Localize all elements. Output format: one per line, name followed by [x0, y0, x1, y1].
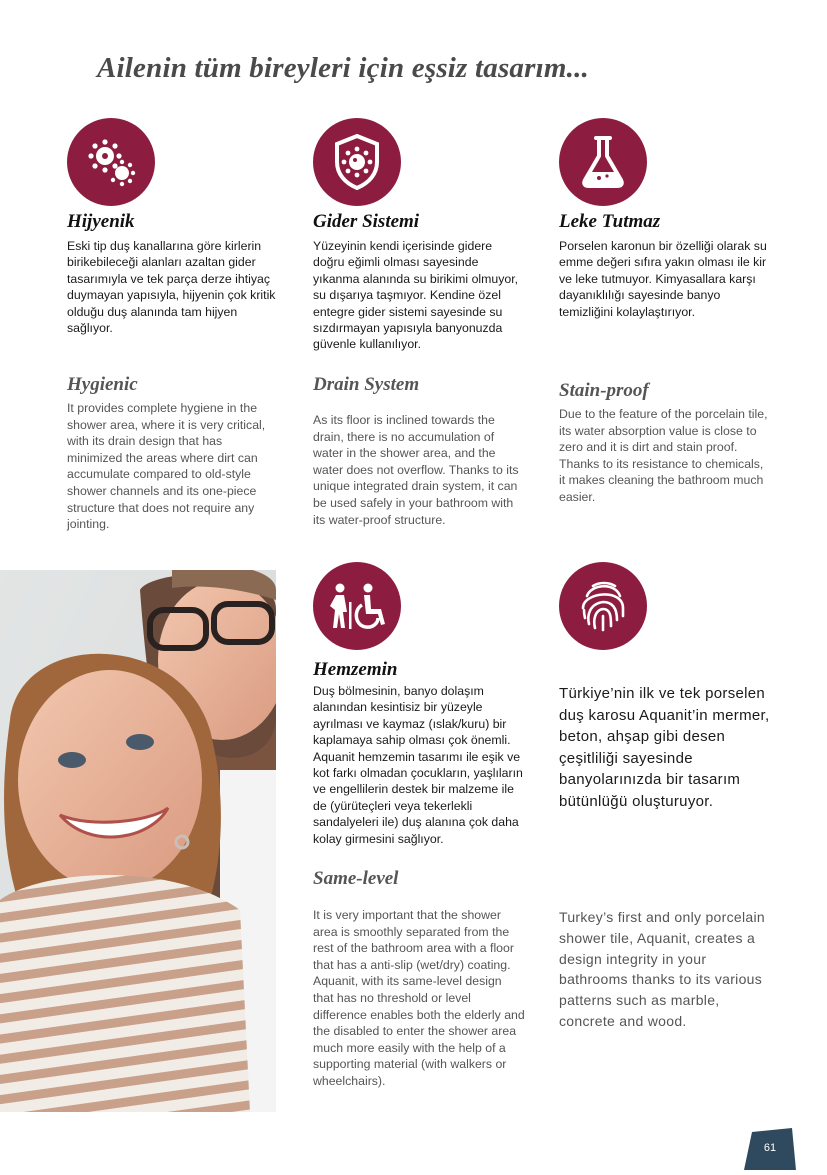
- couple-photo: [0, 570, 276, 1112]
- shield-germ-icon: [313, 118, 401, 206]
- page-headline: Ailenin tüm bireyleri için eşsiz tasarım...: [97, 52, 589, 84]
- feature-text-leke-tutmaz: Porselen karonun bir özelliği olarak su emme değeri sıfıra yakın olması ile kir ve leke tutmuyor. Kimyasallara karşı dayanıklılığı sayesinde banyo temizliğini kolaylaştırıyor.: [559, 239, 767, 319]
- feature-title-hemzemin: Hemzemin: [313, 659, 398, 680]
- feature-title-gider-sistemi: Gider Sistemi: [313, 211, 420, 232]
- flask-icon: [559, 118, 647, 206]
- feature-title-stain-proof: Stain-proof: [559, 380, 649, 401]
- feature-text-stain-proof: Due to the feature of the porcelain tile, its water absorption value is close to zero and it is dirt and stain proof. Thanks to its resistance to chemicals, it makes cleaning the bathroom much easier.: [559, 407, 768, 504]
- feature-title-hijyenik: Hijyenik: [67, 211, 135, 232]
- aquanit-text-en: Turkey’s first and only porcelain shower tile, Aquanit, creates a design integrity in your bathrooms thanks to its various patterns such as marble, concrete and wood.: [559, 909, 765, 1029]
- feature-text-hijyenik: Eski tip duş kanallarına göre kirlerin birikebileceği alanları azaltan gider tasarımıyla ve tek parça derze ihtiyaç duymayan yapısıyla, hijyenin çok kritik olduğu duş alanında tam hijyen sağlıyor.: [67, 239, 276, 336]
- feature-text-drain-system: As its floor is inclined towards the drain, there is no accumulation of water in the shower area, and the water does not overflow. Thanks to its unique integrated drain system, it can be used safely in your bathroom with its water-proof structure.: [313, 413, 519, 527]
- elderly-wheelchair-icon: [313, 562, 401, 650]
- feature-title-hygienic: Hygienic: [67, 374, 138, 395]
- page-number-badge: [744, 1128, 796, 1170]
- fingerprint-icon: [559, 562, 647, 650]
- page-number: 61: [763, 1142, 777, 1154]
- germs-icon: [67, 118, 155, 206]
- feature-text-same-level: It is very important that the shower area is smoothly separated from the rest of the bathroom area with a floor that has a anti-slip (wet/dry) coating. Aquanit, with its same-level design that has no threshold or level difference enables both the elderly and the disabled to enter the shower area much more easily with the help of a supporting material (with walkers or wheelchairs).: [313, 908, 525, 1088]
- feature-title-drain-system: Drain System: [313, 374, 420, 395]
- feature-title-same-level: Same-level: [313, 868, 399, 889]
- feature-title-leke-tutmaz: Leke Tutmaz: [559, 211, 661, 232]
- feature-text-hygienic: It provides complete hygiene in the shower area, where it is very critical, with its drain design that has minimized the areas where dirt can accumulate compared to old-style shower channels and its one-piece structure that does not require any jointing.: [67, 401, 266, 532]
- aquanit-text-tr: Türkiye’nin ilk ve tek porselen duş karosu Aquanit’in mermer, beton, ahşap gibi desen çeşitliliği sayesinde banyolarınızda bir tasarım bütünlüğü oluşturuyor.: [559, 685, 770, 810]
- feature-text-hemzemin: Duş bölmesinin, banyo dolaşım alanından kesintisiz bir yüzeyle ayrılması ve kaymaz (ıslak/kuru) bir kaplamaya sahip olması çok önemli. Aquanit hemzemin tasarımı ile eşik ve kot farkı olmadan çocukların, yaşlıların ve engellilerin destek bir malzeme ile de (yürüteçleri veya tekerlekli sandalyeleri ile) duş alanına çok daha kolay girmesini sağlıyor.: [313, 684, 523, 846]
- feature-text-gider-sistemi: Yüzeyinin kendi içerisinde gidere doğru eğimli olması sayesinde yıkanma alanında su birikimi olmuyor, su dışarıya taşmıyor. Kendine özel entegre gider sistemi sayesinde su sızdırmayan yapısıyla banyonuzda güvenle kullanılıyor.: [313, 239, 519, 352]
